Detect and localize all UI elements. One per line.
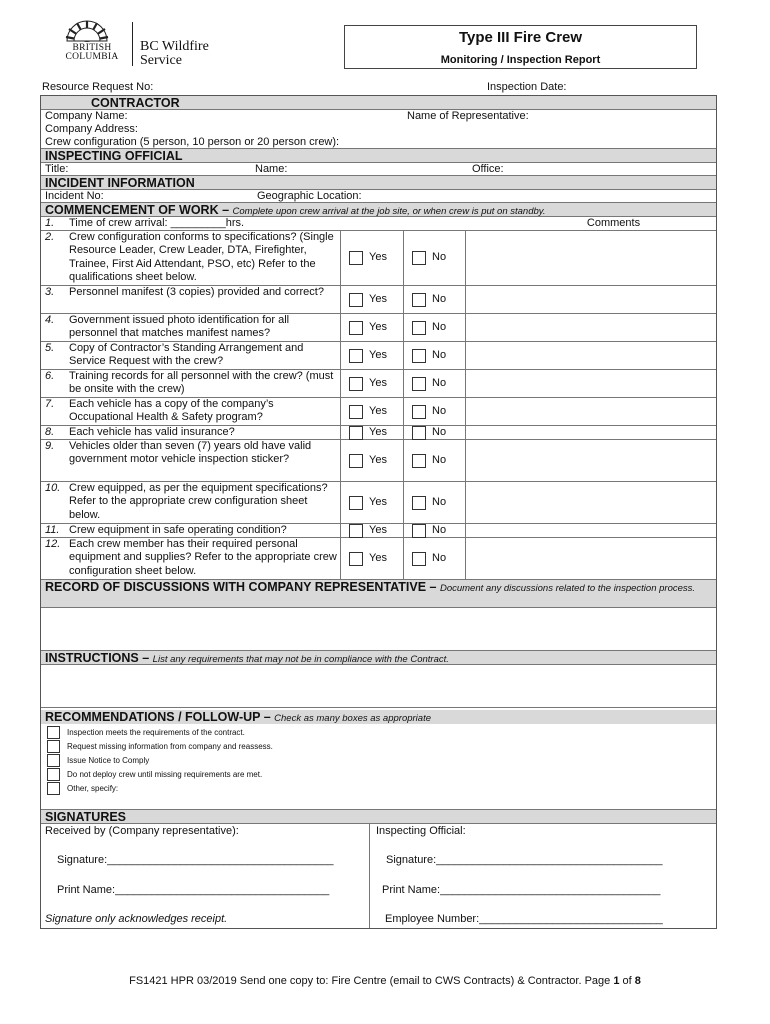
contractor-heading: CONTRACTOR	[41, 96, 716, 110]
item-number: 6.	[45, 370, 55, 382]
incident-no-label: Incident No:	[45, 190, 104, 202]
item-number: 4.	[45, 314, 55, 326]
form-subtitle: Monitoring / Inspection Report	[440, 54, 601, 66]
crew-arrival-label: Time of crew arrival: _________hrs.	[69, 217, 245, 229]
yes-label: Yes	[369, 495, 387, 508]
recommendation-option[interactable]: Other, specify:	[41, 781, 716, 795]
recommendations-list	[41, 724, 716, 810]
comments-field[interactable]	[466, 482, 716, 523]
yes-option[interactable]	[341, 426, 404, 439]
incident-row	[41, 190, 716, 203]
no-option[interactable]	[404, 482, 466, 523]
form-title-box	[344, 25, 697, 69]
comments-header: Comments	[586, 217, 641, 229]
checklist-question	[41, 231, 341, 285]
yes-label: Yes	[369, 425, 387, 438]
yes-label: Yes	[369, 551, 387, 564]
commencement-note: Complete upon crew arrival at the job site, or when crew is put on standby.	[232, 206, 546, 217]
yes-option[interactable]	[341, 482, 404, 523]
yes-label: Yes	[369, 320, 387, 333]
discussions-note: Document any discussions related to the inspection process.	[439, 583, 696, 594]
no-option[interactable]	[404, 314, 466, 341]
comments-field[interactable]	[466, 231, 716, 285]
yes-option[interactable]	[341, 538, 404, 579]
bc-government-logo	[54, 20, 254, 68]
item-number: 8.	[45, 426, 55, 438]
comments-field[interactable]	[466, 426, 716, 439]
checklist-item	[41, 482, 716, 524]
page-total: 8	[634, 975, 641, 987]
item-number: 9.	[45, 440, 55, 452]
no-option[interactable]	[404, 286, 466, 313]
yes-checkbox[interactable]	[349, 552, 363, 566]
representative-label: Name of Representative:	[407, 110, 529, 122]
geographic-location-label: Geographic Location:	[257, 190, 362, 202]
yes-option[interactable]	[341, 342, 404, 369]
no-label: No	[432, 348, 447, 361]
commencement-heading: COMMENCEMENT OF WORK – Complete upon crew arrival at the job site, or when crew is put on standby.	[41, 203, 716, 217]
employee-number-field[interactable]: Employee Number:______________________________	[385, 913, 663, 925]
yes-checkbox[interactable]	[349, 321, 363, 335]
service-name: BC Wildfire Service	[140, 39, 209, 68]
bc-sun-crest-icon	[64, 20, 110, 42]
no-label: No	[432, 292, 447, 305]
company-signature-field[interactable]: Signature:_____________________________________	[57, 854, 334, 866]
item-text: Each vehicle has a copy of the company’s Occupational Health & Safety program?	[69, 398, 274, 424]
crew-arrival-row: 1. Time of crew arrival: _________hrs. Comments	[41, 217, 716, 231]
checklist-question	[41, 314, 341, 341]
checkbox[interactable]	[47, 782, 60, 795]
yes-option[interactable]	[341, 314, 404, 341]
yes-label: Yes	[369, 404, 387, 417]
no-label: No	[432, 453, 447, 466]
instructions-field[interactable]	[41, 665, 716, 708]
official-name-label: Name:	[255, 163, 288, 175]
item-number: 10.	[45, 482, 61, 494]
no-label: No	[432, 320, 447, 333]
company-name-row	[41, 110, 716, 123]
comments-field[interactable]	[466, 370, 716, 397]
yes-checkbox[interactable]	[349, 377, 363, 391]
recommendations-note: Check as many boxes as appropriate	[274, 713, 431, 724]
no-label: No	[432, 251, 447, 264]
checklist	[41, 231, 716, 580]
no-option[interactable]	[404, 342, 466, 369]
yes-checkbox[interactable]	[349, 524, 363, 538]
yes-option[interactable]	[341, 286, 404, 313]
inspecting-official-row	[41, 163, 716, 176]
item-text: Each vehicle has valid insurance?	[69, 426, 235, 438]
comments-field[interactable]	[466, 440, 716, 481]
acknowledgement-note: Signature only acknowledges receipt.	[45, 913, 228, 925]
inspection-date-label: Inspection Date:	[487, 81, 567, 93]
signatures-block	[41, 824, 716, 928]
no-checkbox[interactable]	[412, 524, 426, 538]
no-option[interactable]	[404, 538, 466, 579]
comments-field[interactable]	[466, 398, 716, 425]
checklist-question	[41, 538, 341, 579]
yes-option[interactable]	[341, 231, 404, 285]
received-by-label: Received by (Company representative):	[45, 825, 239, 837]
checklist-question	[41, 440, 341, 481]
checklist-item	[41, 398, 716, 426]
no-checkbox[interactable]	[412, 454, 426, 468]
no-option[interactable]	[404, 370, 466, 397]
item-number: 11.	[45, 524, 60, 536]
item-number: 5.	[45, 342, 55, 354]
checklist-question	[41, 342, 341, 369]
recommendation-option[interactable]: Inspection meets the requirements of the contract.	[41, 725, 716, 739]
checklist-question	[41, 370, 341, 397]
no-option[interactable]	[404, 524, 466, 537]
item-text: Government issued photo identification for all personnel that matches manifest names?	[69, 314, 290, 340]
yes-label: Yes	[369, 523, 387, 536]
yes-label: Yes	[369, 348, 387, 361]
no-label: No	[432, 495, 447, 508]
no-checkbox[interactable]	[412, 377, 426, 391]
inspecting-official-heading: INSPECTING OFFICIAL	[41, 149, 716, 163]
yes-checkbox[interactable]	[349, 293, 363, 307]
checklist-item	[41, 440, 716, 482]
item-number: 7.	[45, 398, 55, 410]
checklist-question	[41, 286, 341, 313]
inspection-form	[40, 95, 717, 929]
no-checkbox[interactable]	[412, 496, 426, 510]
official-office-label: Office:	[472, 163, 504, 175]
comments-field[interactable]	[466, 524, 716, 537]
recommendations-heading: RECOMMENDATIONS / FOLLOW-UP – Check as many boxes as appropriate	[41, 710, 716, 724]
item-text: Copy of Contractor’s Standing Arrangement and Service Request with the crew?	[69, 342, 304, 368]
item-text: Vehicles older than seven (7) years old have valid government motor vehicle inspection sticker?	[69, 440, 312, 466]
official-print-name-field[interactable]: Print Name:____________________________________	[382, 884, 661, 896]
yes-option[interactable]	[341, 524, 404, 537]
no-label: No	[432, 376, 447, 389]
checkbox[interactable]	[47, 768, 60, 781]
resource-request-label: Resource Request No:	[42, 81, 154, 93]
item-text: Personnel manifest (3 copies) provided and correct?	[69, 286, 324, 298]
no-checkbox[interactable]	[412, 426, 426, 440]
no-option[interactable]	[404, 231, 466, 285]
no-checkbox[interactable]	[412, 552, 426, 566]
discussions-field[interactable]	[41, 608, 716, 651]
yes-checkbox[interactable]	[349, 251, 363, 265]
item-number: 2.	[45, 231, 55, 243]
item-number: 3.	[45, 286, 55, 298]
signatures-heading: SIGNATURES	[41, 810, 716, 824]
no-option[interactable]	[404, 440, 466, 481]
no-option[interactable]	[404, 426, 466, 439]
recommendation-option[interactable]: Do not deploy crew until missing requirements are met.	[41, 767, 716, 781]
no-label: No	[432, 523, 447, 536]
recommendation-option[interactable]: Issue Notice to Comply	[41, 753, 716, 767]
checklist-item	[41, 314, 716, 342]
item-text: Training records for all personnel with the crew? (must be onsite with the crew)	[69, 370, 334, 396]
checklist-question	[41, 398, 341, 425]
logo-divider	[132, 22, 133, 66]
checklist-question	[41, 524, 341, 537]
item-text: Crew configuration conforms to specifications? (Single Resource Leader, Crew Leader, DTA, Firefighter, Trainee, First Aid Attendant, PSO, etc) Refer to the qualifications sheet below.	[69, 231, 334, 284]
no-checkbox[interactable]	[412, 251, 426, 265]
checkbox[interactable]	[47, 726, 60, 739]
checklist-item	[41, 286, 716, 314]
british-columbia-wordmark: BRITISH COLUMBIA	[65, 43, 119, 62]
item-text: Crew equipped, as per the equipment specifications? Refer to the appropriate crew configuration sheet below.	[69, 482, 328, 521]
no-checkbox[interactable]	[412, 405, 426, 419]
comments-field[interactable]	[466, 314, 716, 341]
comments-field[interactable]	[466, 538, 716, 579]
recommendation-option[interactable]: Request missing information from company and reassess.	[41, 739, 716, 753]
incident-heading: INCIDENT INFORMATION	[41, 176, 716, 190]
checkbox[interactable]	[47, 740, 60, 753]
checkbox[interactable]	[47, 754, 60, 767]
checklist-item	[41, 426, 716, 440]
yes-label: Yes	[369, 292, 387, 305]
yes-label: Yes	[369, 376, 387, 389]
no-label: No	[432, 425, 447, 438]
yes-label: Yes	[369, 251, 387, 264]
crew-configuration-label: Crew configuration (5 person, 10 person or 20 person crew):	[41, 136, 716, 149]
yes-option[interactable]	[341, 398, 404, 425]
checklist-item	[41, 524, 716, 538]
discussions-heading: RECORD OF DISCUSSIONS WITH COMPANY REPRESENTATIVE – Document any discussions related to the inspection process.	[41, 580, 716, 608]
no-checkbox[interactable]	[412, 321, 426, 335]
yes-checkbox[interactable]	[349, 405, 363, 419]
yes-option[interactable]	[341, 370, 404, 397]
instructions-heading: INSTRUCTIONS – List any requirements that may not be in compliance with the Contract.	[41, 651, 716, 665]
yes-checkbox[interactable]	[349, 496, 363, 510]
instructions-note: List any requirements that may not be in compliance with the Contract.	[152, 654, 449, 665]
checklist-question	[41, 426, 341, 439]
checklist-item	[41, 231, 716, 286]
checklist-item	[41, 342, 716, 370]
yes-checkbox[interactable]	[349, 349, 363, 363]
checklist-question	[41, 482, 341, 523]
no-checkbox[interactable]	[412, 349, 426, 363]
yes-checkbox[interactable]	[349, 454, 363, 468]
no-option[interactable]	[404, 398, 466, 425]
item-number: 12.	[45, 538, 61, 550]
yes-label: Yes	[369, 453, 387, 466]
item-text: Crew equipment in safe operating condition?	[69, 524, 287, 536]
no-label: No	[432, 551, 447, 564]
checklist-item	[41, 538, 716, 580]
inspecting-official-sig-label: Inspecting Official:	[376, 825, 466, 837]
no-label: No	[432, 404, 447, 417]
item-text: Each crew member has their required personal equipment and supplies? Refer to the appropriate crew configuration sheet below.	[69, 538, 337, 577]
official-title-label: Title:	[45, 163, 69, 175]
page-footer: FS1421 HPR 03/2019 Send one copy to: Fire Centre (email to CWS Contracts) & Contractor. Page 1 of 8	[129, 975, 641, 987]
comments-field[interactable]	[466, 286, 716, 313]
checklist-item	[41, 370, 716, 398]
official-signature-field[interactable]: Signature:_____________________________________	[386, 854, 663, 866]
company-name-label: Company Name:	[45, 110, 128, 122]
yes-option[interactable]	[341, 440, 404, 481]
page-number: 1	[613, 975, 620, 987]
comments-field[interactable]	[466, 342, 716, 369]
no-checkbox[interactable]	[412, 293, 426, 307]
company-print-name-field[interactable]: Print Name:___________________________________	[57, 884, 330, 896]
form-title: Type III Fire Crew	[458, 29, 583, 46]
yes-checkbox[interactable]	[349, 426, 363, 440]
company-address-label: Company Address:	[45, 123, 138, 135]
